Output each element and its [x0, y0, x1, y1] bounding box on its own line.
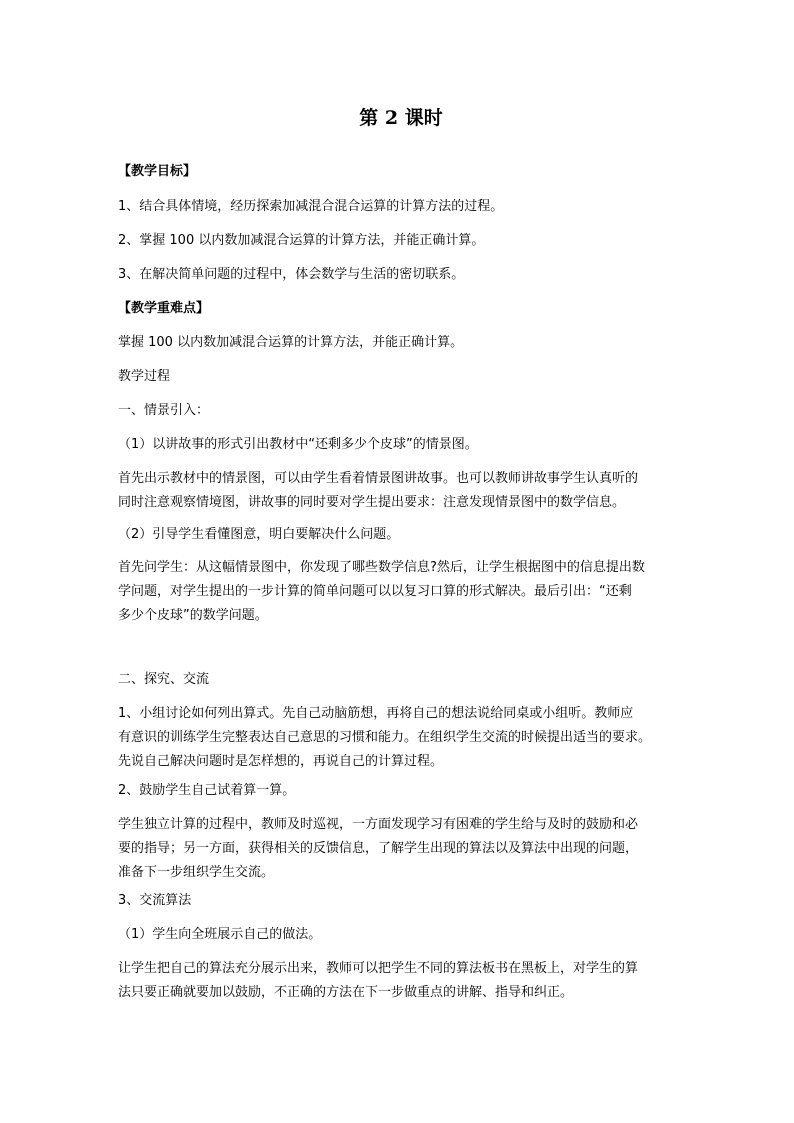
text-line: 法只要正确就要加以鼓励，不正确的方法在下一步做重点的讲解、指导和纠正。	[118, 985, 574, 1000]
part1-heading: 一、情景引入：	[118, 403, 210, 418]
part1-paragraph-2	[118, 556, 684, 628]
text-line: 先说自己解决问题时是怎样想的，再说自己的计算过程。	[118, 754, 444, 769]
part2-heading: 二、探究、交流	[118, 672, 210, 687]
text-line: 准备下一步组织学生交流。	[118, 865, 275, 880]
goals-heading: 【教学目标】	[118, 164, 197, 179]
goal-item-1: 1、结合具体情境，经历探索加减混合混合运算的计算方法的过程。	[118, 199, 504, 214]
part2-item-2: 2、鼓励学生自己试着算一算。	[118, 783, 296, 798]
process-label: 教学过程	[118, 369, 171, 384]
part2-paragraph-2	[118, 813, 684, 885]
text-line: 首先出示教材中的情景图，可以由学生看着情景图讲故事。也可以教师讲故事学生认真听的	[118, 471, 639, 486]
goal-item-3: 3、在解决简单问题的过程中，体会数学与生活的密切联系。	[118, 267, 465, 282]
key-points-heading: 【教学重难点】	[118, 301, 210, 316]
text-line: 同时注意观察情境图，讲故事的同时要对学生提出要求：注意发现情景图中的数学信息。	[118, 495, 626, 510]
part2-step1: （1）学生向全班展示自己的做法。	[118, 927, 322, 942]
part2-paragraph-3	[118, 957, 684, 1005]
text-line: 学问题，对学生提出的一步计算的简单问题可以以复习口算的形式解决。最后引出：“还剩	[118, 584, 632, 599]
part2-item-3: 3、交流算法	[118, 893, 192, 908]
page-title: 第 2 课时	[359, 107, 443, 129]
text-line: 1、小组讨论如何列出算式。先自己动脑筋想，再将自己的想法说给同桌或小组听。教师应	[118, 706, 634, 721]
text-line: 有意识的训练学生完整表达自己意思的习惯和能力。在组织学生交流的时候提出适当的要求。	[118, 730, 652, 745]
text-line: 多少个皮球”的数学问题。	[118, 608, 268, 623]
key-points-text: 掌握 100 以内数加减混合运算的计算方法，并能正确计算。	[118, 335, 464, 350]
text-line: 首先问学生：从这幅情景图中，你发现了哪些数学信息?然后，让学生根据图中的信息提出数	[118, 560, 645, 575]
part1-step1: （1）以讲故事的形式引出教材中“还剩多少个皮球”的情景图。	[118, 437, 478, 452]
text-line: 要的指导；另一方面，获得相关的反馈信息，了解学生出现的算法以及算法中出现的问题，	[118, 841, 639, 856]
text-line: 让学生把自己的算法充分展示出来，教师可以把学生不同的算法板书在黑板上，对学生的算	[118, 961, 639, 976]
part1-step2: （2）引导学生看懂图意，明白要解决什么问题。	[118, 527, 400, 542]
text-line: 学生独立计算的过程中，教师及时巡视，一方面发现学习有困难的学生给与及时的鼓励和必	[118, 817, 639, 832]
part1-paragraph-1	[118, 467, 684, 515]
goal-item-2: 2、掌握 100 以内数加减混合运算的计算方法，并能正确计算。	[118, 233, 485, 248]
part2-item-1	[118, 702, 684, 774]
